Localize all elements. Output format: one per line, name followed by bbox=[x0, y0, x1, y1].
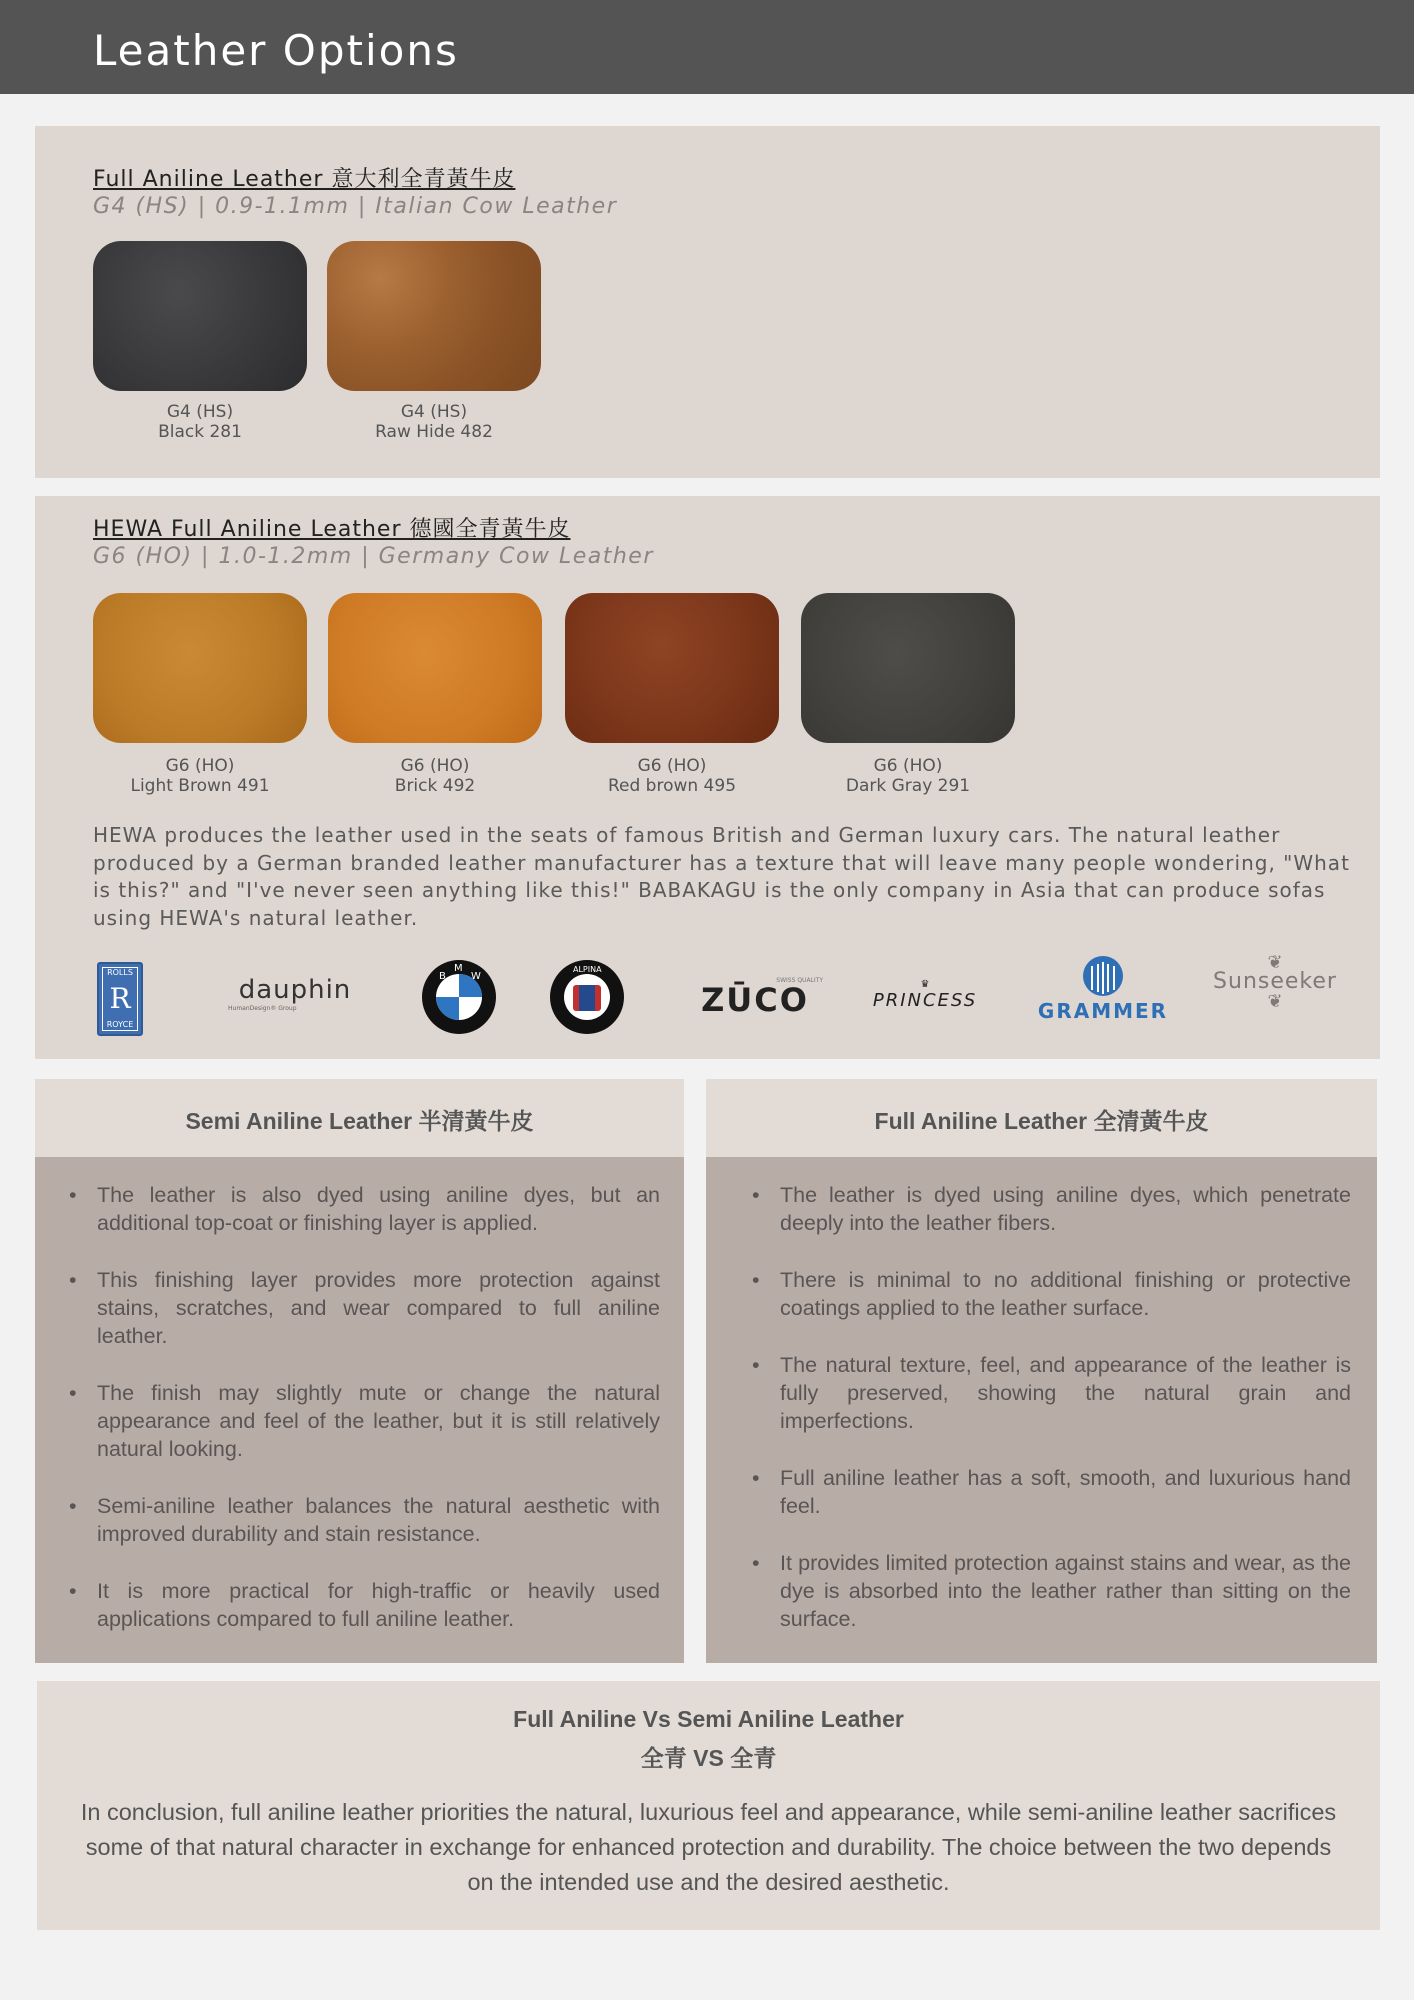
swatch-name: Light Brown 491 bbox=[130, 776, 270, 796]
page-title: Leather Options bbox=[93, 26, 459, 75]
swatch-black-281 bbox=[93, 241, 307, 391]
hewa-leather-section bbox=[35, 496, 1380, 1059]
bmw-letter-b: B bbox=[439, 971, 446, 982]
semi-aniline-header bbox=[35, 1079, 684, 1157]
g4-section-title: Full Aniline Leather 意大利全青黃牛皮 bbox=[93, 167, 516, 192]
sunseeker-logo bbox=[1205, 952, 1345, 1026]
list-item: • The leather is dyed using aniline dyes, which penetrate deeply into the leather fibers. bbox=[752, 1181, 1351, 1237]
princess-logo bbox=[855, 980, 995, 1020]
grammer-emblem-icon bbox=[1080, 956, 1126, 996]
dauphin-wordmark: dauphin bbox=[238, 975, 352, 1005]
list-item: • Full aniline leather has a soft, smooth, and luxurious hand feel. bbox=[752, 1464, 1351, 1520]
bmw-letter-w: W bbox=[471, 971, 481, 982]
semi-aniline-title: Semi Aniline Leather 半清黃牛皮 bbox=[185, 1108, 534, 1134]
comparison-section bbox=[37, 1681, 1380, 1930]
zuco-tagline: SWISS QUALITY bbox=[776, 977, 823, 984]
rolls-royce-logo bbox=[97, 962, 143, 1036]
rolls-royce-top-text: ROLLS bbox=[107, 968, 133, 977]
dauphin-logo bbox=[220, 975, 370, 1025]
comparison-title: Full Aniline Vs Semi Aniline Leather bbox=[513, 1706, 904, 1732]
swatch-code: G4 (HS) bbox=[166, 402, 234, 422]
swatch-label-light-brown-491 bbox=[93, 756, 307, 796]
full-aniline-header bbox=[706, 1079, 1377, 1157]
swatch-name: Dark Gray 291 bbox=[845, 776, 971, 796]
swatch-code: G4 (HS) bbox=[400, 402, 468, 422]
hewa-section-subtitle: G6 (HO) | 1.0-1.2mm | Germany Cow Leather bbox=[93, 544, 654, 569]
grammer-wordmark: GRAMMER bbox=[1037, 999, 1169, 1023]
alpina-logo bbox=[549, 959, 625, 1035]
list-item: • It provides limited protection against stains and wear, as the dye is absorbed into the leather rather than sitting on the surface. bbox=[752, 1549, 1351, 1633]
rolls-royce-bottom-text: ROYCE bbox=[106, 1020, 134, 1029]
swatch-label-raw-hide-482 bbox=[327, 402, 541, 442]
zuco-wordmark: ZŪCO bbox=[701, 981, 809, 1019]
alpina-wordmark: ALPINA bbox=[573, 965, 602, 974]
list-item: • The leather is also dyed using aniline dyes, but an additional top-coat or finishing layer is applied. bbox=[69, 1181, 660, 1237]
sunseeker-wordmark: Sunseeker bbox=[1213, 969, 1337, 994]
hewa-section-title: HEWA Full Aniline Leather 德國全青黃牛皮 bbox=[93, 517, 571, 542]
bmw-logo bbox=[421, 959, 497, 1035]
swatch-dark-gray-291 bbox=[801, 593, 1015, 743]
g4-leather-section bbox=[35, 126, 1380, 478]
page-header bbox=[0, 0, 1414, 94]
swatch-label-red-brown-495 bbox=[565, 756, 779, 796]
swatch-code: G6 (HO) bbox=[873, 756, 943, 776]
comparison-subtitle: 全青 VS 全青 bbox=[640, 1745, 777, 1771]
swatch-label-dark-gray-291 bbox=[801, 756, 1015, 796]
bmw-letter-m: M bbox=[454, 963, 463, 974]
swatch-light-brown-491 bbox=[93, 593, 307, 743]
swatch-name: Black 281 bbox=[158, 422, 242, 442]
list-item: • The natural texture, feel, and appearance of the leather is fully preserved, showing the natural grain and imperfections. bbox=[752, 1351, 1351, 1435]
swatch-brick-492 bbox=[328, 593, 542, 743]
full-aniline-body bbox=[706, 1157, 1377, 1663]
laurel-bottom-icon: ❦ bbox=[1267, 991, 1283, 1012]
list-item: • This finishing layer provides more protection against stains, scratches, and wear compared to full aniline leather. bbox=[69, 1266, 660, 1350]
swatch-name: Red brown 495 bbox=[607, 776, 737, 796]
full-aniline-title: Full Aniline Leather 全清黃牛皮 bbox=[874, 1108, 1209, 1134]
crown-icon: ♛ bbox=[920, 979, 930, 990]
princess-wordmark: PRINCESS bbox=[872, 990, 978, 1011]
swatch-code: G6 (HO) bbox=[637, 756, 707, 776]
swatch-raw-hide-482 bbox=[327, 241, 541, 391]
swatch-code: G6 (HO) bbox=[165, 756, 235, 776]
grammer-logo bbox=[1033, 956, 1173, 1026]
swatch-label-brick-492 bbox=[328, 756, 542, 796]
hewa-description: HEWA produces the leather used in the seats of famous British and German luxury cars. The natural leather produced by a German branded leather manufacturer has a texture that will leave many people wondering, "What is this?" and "I've never seen anything like this!" BABAKAGU is the only company in Asia that can produce sofas using HEWA's natural leather. bbox=[93, 823, 1350, 930]
zuco-logo bbox=[685, 977, 825, 1023]
dauphin-tagline: HumanDesign® Group bbox=[228, 1005, 297, 1012]
comparison-body: In conclusion, full aniline leather priorities the natural, luxurious feel and appearance, while semi-aniline leather sacrifices some of that natural character in exchange for enhanced protection and durability. The choice between the two depends on the intended use and the desired aesthetic. bbox=[80, 1799, 1337, 1895]
full-aniline-list bbox=[752, 1181, 1351, 1633]
semi-aniline-body bbox=[35, 1157, 684, 1663]
swatch-name: Raw Hide 482 bbox=[375, 422, 493, 442]
rolls-royce-monogram: R bbox=[109, 982, 131, 1015]
swatch-name: Brick 492 bbox=[394, 776, 476, 796]
list-item: • It is more practical for high-traffic or heavily used applications compared to full aniline leather. bbox=[69, 1577, 660, 1633]
list-item: • The finish may slightly mute or change the natural appearance and feel of the leather, but it is still relatively natural looking. bbox=[69, 1379, 660, 1463]
semi-aniline-list bbox=[69, 1181, 660, 1633]
list-item: • There is minimal to no additional finishing or protective coatings applied to the leather surface. bbox=[752, 1266, 1351, 1322]
laurel-top-icon: ❦ bbox=[1267, 952, 1283, 973]
swatch-label-black-281 bbox=[93, 402, 307, 442]
swatch-red-brown-495 bbox=[565, 593, 779, 743]
swatch-code: G6 (HO) bbox=[400, 756, 470, 776]
list-item: • Semi-aniline leather balances the natural aesthetic with improved durability and stain resistance. bbox=[69, 1492, 660, 1548]
g4-section-subtitle: G4 (HS) | 0.9-1.1mm | Italian Cow Leather bbox=[93, 194, 618, 219]
